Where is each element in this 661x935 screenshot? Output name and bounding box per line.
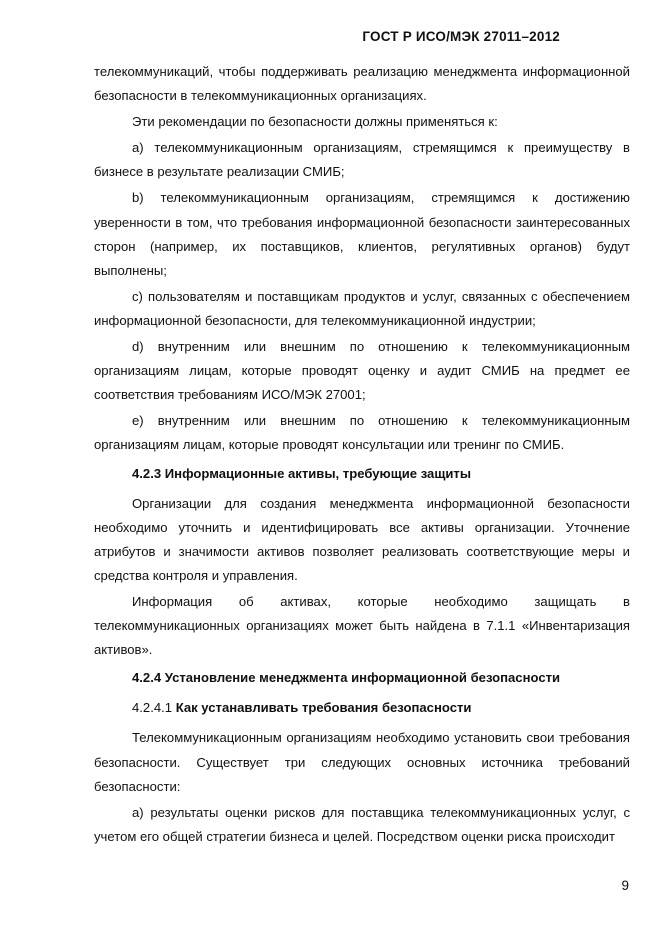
paragraph: Телекоммуникационным организациям необходимо установить свои требования безопасности. Существует три следующих основных источника требований безопасности: [94,730,630,794]
list-item-a: а) результаты оценки рисков для поставщика телекоммуникационных услуг, с учетом его общей стратегии бизнеса и целей. Посредством оценки риска происходит [94,804,630,844]
subsection-heading-4-2-4-1 [94,696,630,720]
list-item-b: b) телекоммуникационным организациям, стремящимся к достижению уверенности в том, что требования информационной безопасности заинтересованных сторон (например, их поставщиков, клиентов, регулятивных органов) будут выполнены; [94,190,630,278]
document-header: ГОСТ Р ИСО/МЭК 27011–2012 [362,29,560,44]
page-number: 9 [621,878,629,893]
document-body [94,60,630,851]
list-item-d: d) внутренним или внешним по отношению к телекоммуникационным организациям лицам, которые проводят оценку и аудит СМИБ на предмет ее соответствия требованиям ИСО/МЭК 27001; [94,339,630,403]
subsection-title: Как устанавливать требования безопасности [175,700,472,716]
section-heading-text: 4.2.3 Информационные активы, требующие защиты [132,465,472,481]
list-item-a: а) телекоммуникационным организациям, стремящимся к преимуществу в бизнесе в результате реализации СМИБ; [94,140,630,180]
section-heading-4-2-4 [94,666,630,690]
list-item-c: с) пользователям и поставщикам продуктов и услуг, связанных с обеспечением информационной безопасности, для телекоммуникационной индустрии; [94,288,630,328]
paragraph-intro: Эти рекомендации по безопасности должны применяться к: [132,114,498,130]
paragraph: Организации для создания менеджмента информационной безопасности необходимо уточнить и идентифицировать все активы организации. Уточнение атрибутов и значимости активов позволяет реализовать соответствующие меры и средства контроля и управления. [94,495,630,583]
paragraph-continuation: телекоммуникаций, чтобы поддерживать реализацию менеджмента информационной безопасности в телекоммуникационных организациях. [94,64,630,104]
section-heading-text: 4.2.4 Установление менеджмента информационной безопасности [132,670,561,686]
subsection-number: 4.2.4.1 [132,700,173,716]
paragraph: Информация об активах, которые необходимо защищать в телекоммуникационных организациях может быть найдена в 7.1.1 «Инвентаризация активов». [94,593,630,658]
list-item-e: е) внутренним или внешним по отношению к телекоммуникационным организациям лицам, которые проводят консультации или тренинг по СМИБ. [94,413,630,453]
section-heading-4-2-3 [94,462,630,486]
